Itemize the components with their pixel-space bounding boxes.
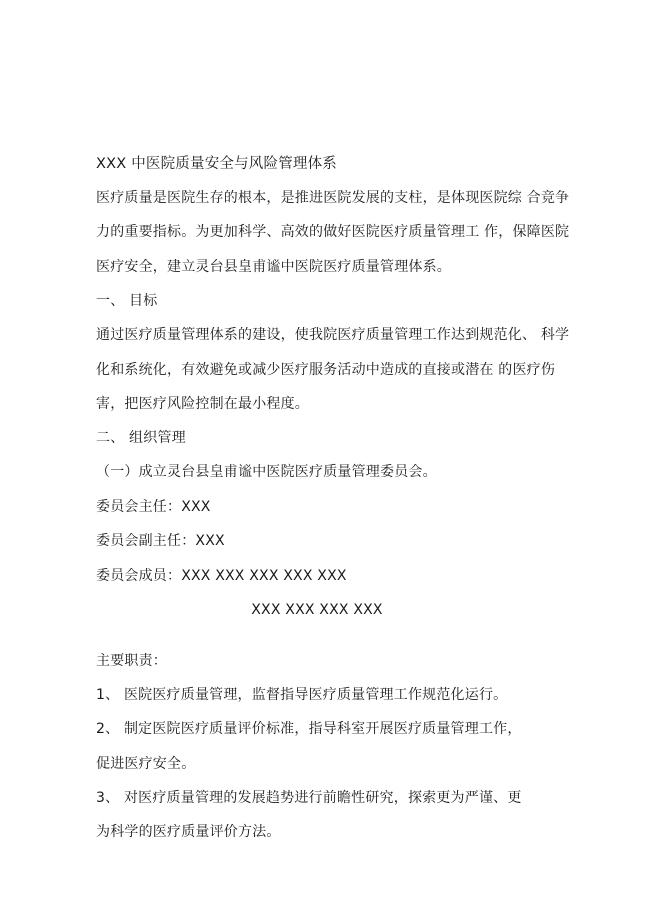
section-1-heading: 一、 目标 [96,293,158,309]
duty-item-2: 2、 制定医院医疗质量评价标准，指导科室开展医疗质量管理工作， [96,721,522,737]
committee-director: 委员会主任：XXX [96,499,211,515]
duty-item-3-continued: 为科学的医疗质量评价方法。 [96,824,281,840]
document-title: XXX 中医院质量安全与风险管理体系 [96,156,338,172]
committee-members-continued: XXX XXX XXX XXX [251,602,383,618]
section-2-heading: 二、 组织管理 [96,430,186,446]
duty-item-1: 1、 医院医疗质量管理，监督指导医疗质量管理工作规范化运行。 [96,687,508,703]
section-1-line-1: 通过医疗质量管理体系的建设，使我院医疗质量管理工作达到规范化、 科学 [96,327,570,343]
section-2-subheading: （一）成立灵台县皇甫谧中医院医疗质量管理委员会。 [96,464,437,480]
duty-item-2-continued: 促进医疗安全。 [96,756,196,772]
intro-line-1: 医疗质量是医院生存的根本，是推进医院发展的支柱，是体现医院综 合竞争 [96,190,570,206]
section-1-line-2: 化和系统化，有效避免或减少医疗服务活动中造成的直接或潜在 的医疗伤 [96,362,556,378]
section-1-line-3: 害，把医疗风险控制在最小程度。 [96,396,309,412]
intro-line-3: 医疗安全，建立灵台县皇甫谧中医院医疗质量管理体系。 [96,259,451,275]
committee-members: 委员会成员：XXX XXX XXX XXX XXX [96,568,347,584]
intro-line-2: 力的重要指标。为更加科学、高效的做好医院医疗质量管理工 作，保障医院 [96,224,570,240]
duty-item-3: 3、 对医疗质量管理的发展趋势进行前瞻性研究，探索更为严谨、更 [96,790,522,806]
committee-vice-director: 委员会副主任：XXX [96,533,225,549]
duties-heading: 主要职责： [96,653,167,669]
